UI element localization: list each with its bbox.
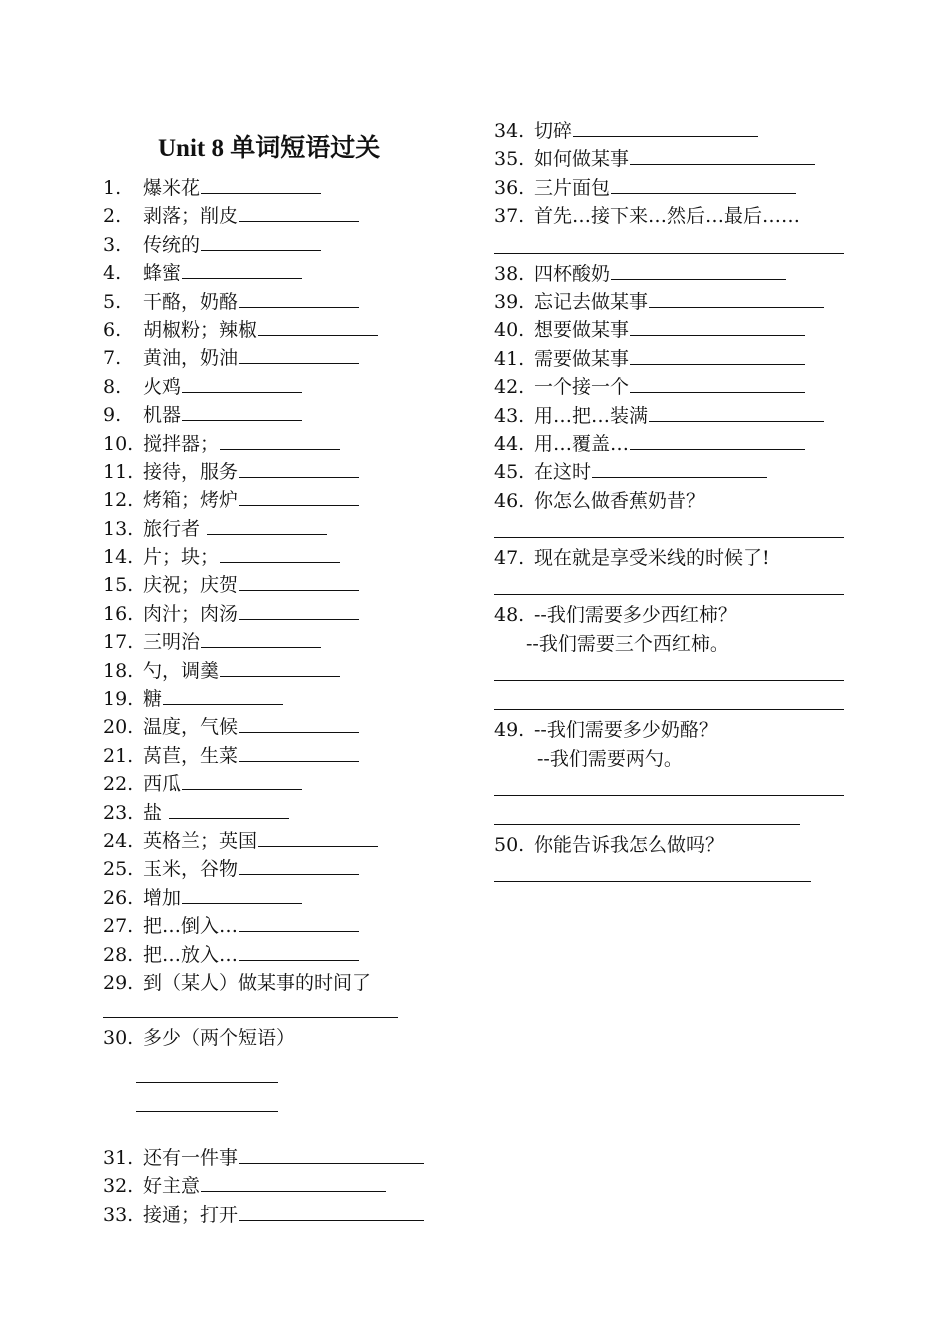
item-text: 接通；打开 <box>143 1203 239 1226</box>
vocab-item <box>103 174 448 202</box>
answer-blank[interactable] <box>239 486 359 506</box>
item-number: 10. <box>103 432 134 455</box>
item-text: 温度，气候 <box>143 716 239 739</box>
item-text: 片；块； <box>143 546 220 569</box>
answer-blank[interactable] <box>611 174 796 194</box>
question-30 <box>103 1024 448 1052</box>
answer-blank[interactable] <box>220 543 340 563</box>
item-number: 39. <box>494 290 525 313</box>
vocab-item <box>103 770 448 798</box>
item-text: 黄油，奶油 <box>143 347 239 370</box>
item-text: 旅行者 <box>143 517 207 540</box>
vocab-item <box>103 884 448 912</box>
item-number: 31. <box>103 1146 134 1169</box>
item-number: 7. <box>103 347 122 370</box>
item-number: 9. <box>103 404 122 427</box>
item-text: 蜂蜜 <box>143 262 182 285</box>
vocab-item <box>494 145 846 173</box>
item-number: 3. <box>103 233 122 256</box>
answer-blank[interactable] <box>239 600 359 620</box>
item-text: 把…放入… <box>143 943 239 966</box>
right-column <box>494 117 846 882</box>
item-number: 5. <box>103 290 122 313</box>
question-number: 49. <box>494 719 525 742</box>
answer-blank[interactable] <box>182 259 302 279</box>
question-text: 现在就是享受米线的时候了! <box>534 547 770 570</box>
question-text: 首先…接下来…然后…最后…… <box>534 205 801 228</box>
item-number: 19. <box>103 688 134 711</box>
vocab-item <box>103 1172 448 1200</box>
vocab-item <box>103 799 448 827</box>
item-text: 庆祝；庆贺 <box>143 574 239 597</box>
item-number: 22. <box>103 773 134 796</box>
vocab-item <box>103 231 448 259</box>
vocab-item <box>494 288 846 316</box>
question-number: 46. <box>494 489 525 512</box>
item-number: 33. <box>103 1203 134 1226</box>
answer-blank[interactable] <box>630 345 805 365</box>
item-number: 26. <box>103 886 134 909</box>
answer-blank[interactable] <box>169 799 289 819</box>
question-text: --我们需要多少奶酪？ <box>534 719 718 742</box>
vocab-item <box>103 316 448 344</box>
item-number: 20. <box>103 716 134 739</box>
item-text: 在这时 <box>534 461 592 484</box>
item-text: 想要做某事 <box>534 319 630 342</box>
vocab-item <box>103 259 448 287</box>
item-number: 40. <box>494 319 525 342</box>
vocab-item <box>494 402 846 430</box>
item-text: 接待，服务 <box>143 460 239 483</box>
answer-blank[interactable] <box>630 316 805 336</box>
item-text: 如何做某事 <box>534 148 630 171</box>
vocab-item <box>103 543 448 571</box>
answer-blank[interactable] <box>258 316 378 336</box>
question-text: 你能告诉我怎么做吗？ <box>534 834 725 857</box>
question-text: 多少（两个短语） <box>143 1027 296 1050</box>
item-number: 1. <box>103 177 122 199</box>
vocab-item <box>103 1201 448 1229</box>
item-text: 胡椒粉；辣椒 <box>143 318 258 341</box>
answer-blank[interactable] <box>592 458 767 478</box>
item-text: 西瓜 <box>143 773 182 796</box>
answer-blank[interactable] <box>239 571 359 591</box>
vocab-item <box>103 685 448 713</box>
vocab-item <box>494 316 846 344</box>
item-text: 用…覆盖… <box>534 432 630 455</box>
answer-blank[interactable] <box>207 515 327 535</box>
left-column <box>103 174 448 1229</box>
answer-blank[interactable] <box>182 770 302 790</box>
vocab-item <box>103 571 448 599</box>
item-number: 25. <box>103 858 134 881</box>
item-text: 把…倒入… <box>143 915 239 938</box>
vocab-item <box>494 458 846 486</box>
vocab-item <box>494 174 846 202</box>
item-number: 27. <box>103 915 134 938</box>
answer-blank[interactable] <box>182 884 302 904</box>
question-47 <box>494 544 846 572</box>
item-text: 勺，调羹 <box>143 659 220 682</box>
item-text: 三明治 <box>143 631 201 654</box>
item-text: 需要做某事 <box>534 347 630 370</box>
vocab-item <box>103 941 448 969</box>
answer-blank[interactable] <box>573 117 758 137</box>
vocab-item <box>494 345 846 373</box>
item-number: 43. <box>494 404 525 427</box>
item-number: 35. <box>494 148 525 171</box>
question-number: 48. <box>494 604 525 627</box>
item-text: 三片面包 <box>534 176 611 199</box>
vocab-list-left <box>103 174 448 969</box>
answer-blank[interactable] <box>239 742 359 762</box>
answer-line[interactable] <box>494 687 844 710</box>
item-text: 切碎 <box>534 120 573 142</box>
item-number: 23. <box>103 801 134 824</box>
vocab-list-right-top <box>494 117 846 202</box>
answer-line[interactable] <box>103 995 398 1018</box>
item-text: 机器 <box>143 404 182 427</box>
item-text: 肉汁；肉汤 <box>143 602 239 625</box>
answer-blank[interactable] <box>182 373 302 393</box>
answer-line[interactable] <box>494 658 844 681</box>
question-46 <box>494 487 846 515</box>
vocab-item <box>103 657 448 685</box>
answer-blank[interactable] <box>239 202 359 222</box>
item-text: 剥落；削皮 <box>143 205 239 228</box>
answer-blank[interactable] <box>201 231 321 251</box>
answer-blank[interactable] <box>239 288 359 308</box>
item-text: 玉米，谷物 <box>143 858 239 881</box>
question-number: 47. <box>494 547 525 570</box>
vocab-list-left-bottom <box>103 1144 448 1229</box>
item-number: 38. <box>494 262 525 285</box>
answer-blank[interactable] <box>630 373 805 393</box>
item-number: 12. <box>103 489 134 512</box>
item-text: 忘记去做某事 <box>534 290 649 313</box>
answer-blank[interactable] <box>239 855 359 875</box>
vocab-item <box>494 260 846 288</box>
item-text: 烤箱；烤炉 <box>143 489 239 512</box>
item-text: 一个接一个 <box>534 376 630 399</box>
question-number: 37. <box>494 205 525 228</box>
vocab-item <box>103 515 448 543</box>
answer-line[interactable] <box>494 572 844 595</box>
vocab-item <box>494 373 846 401</box>
item-number: 13. <box>103 517 134 540</box>
question-37 <box>494 202 846 230</box>
item-number: 8. <box>103 375 122 398</box>
item-text: 搅拌器； <box>143 432 220 455</box>
item-text: 糖 <box>143 688 163 711</box>
answer-blank[interactable] <box>258 827 378 847</box>
answer-line[interactable] <box>494 802 800 825</box>
answer-blank[interactable] <box>239 713 359 733</box>
vocab-item <box>103 827 448 855</box>
question-29 <box>103 969 448 997</box>
item-number: 11. <box>103 460 134 483</box>
item-text: 增加 <box>143 886 182 909</box>
answer-blank[interactable] <box>201 174 321 194</box>
answer-blank[interactable] <box>239 458 359 478</box>
item-number: 17. <box>103 631 134 654</box>
vocab-item <box>103 344 448 372</box>
answer-line[interactable] <box>494 859 811 882</box>
item-text: 好主意 <box>143 1175 201 1198</box>
item-number: 15. <box>103 574 134 597</box>
item-number: 45. <box>494 461 525 484</box>
item-number: 32. <box>103 1175 134 1198</box>
answer-blank[interactable] <box>220 657 340 677</box>
item-number: 28. <box>103 943 134 966</box>
vocab-item <box>103 373 448 401</box>
question-text: --我们需要多少西红柿？ <box>534 604 737 627</box>
answer-blank[interactable] <box>163 685 283 705</box>
vocab-item <box>103 912 448 940</box>
item-number: 42. <box>494 376 525 399</box>
answer-blank[interactable] <box>239 941 359 961</box>
vocab-item <box>103 486 448 514</box>
item-text: 莴苣，生菜 <box>143 744 239 767</box>
question-number: 29. <box>103 971 134 994</box>
vocab-item <box>103 288 448 316</box>
item-text: 盐 <box>143 801 169 824</box>
question-answer-text: --我们需要两勺。 <box>537 747 683 770</box>
item-number: 44. <box>494 432 525 455</box>
item-number: 21. <box>103 744 134 767</box>
vocab-item <box>103 600 448 628</box>
vocab-item <box>494 430 846 458</box>
item-number: 36. <box>494 176 525 199</box>
item-number: 18. <box>103 659 134 682</box>
answer-blank[interactable] <box>201 1172 386 1192</box>
item-text: 火鸡 <box>143 375 182 398</box>
answer-line[interactable] <box>494 231 844 254</box>
vocab-item <box>103 742 448 770</box>
vocab-item <box>103 855 448 883</box>
item-number: 2. <box>103 205 122 228</box>
item-number: 14. <box>103 546 134 569</box>
question-text: 你怎么做香蕉奶昔？ <box>534 489 706 512</box>
vocab-item <box>103 713 448 741</box>
item-number: 34. <box>494 120 525 142</box>
vocab-item <box>103 458 448 486</box>
item-text: 爆米花 <box>143 177 201 199</box>
answer-blank[interactable] <box>239 1144 424 1164</box>
item-number: 16. <box>103 602 134 625</box>
vocab-item <box>103 430 448 458</box>
item-text: 四杯酸奶 <box>534 262 611 285</box>
answer-blank[interactable] <box>630 145 815 165</box>
answer-blank[interactable] <box>239 1201 424 1221</box>
answer-blank[interactable] <box>239 344 359 364</box>
question-text: 到（某人）做某事的时间了 <box>143 971 372 994</box>
item-text: 传统的 <box>143 233 201 256</box>
question-50 <box>494 831 846 859</box>
vocab-list-right-mid <box>494 260 846 487</box>
item-number: 4. <box>103 262 122 285</box>
item-text: 英格兰；英国 <box>143 829 258 852</box>
vocab-item <box>494 117 846 145</box>
answer-blank[interactable] <box>182 401 302 421</box>
page-title: Unit 8 单词短语过关 <box>158 135 381 162</box>
question-49 <box>494 716 846 744</box>
item-text: 干酪，奶酪 <box>143 290 239 313</box>
question-48 <box>494 601 846 629</box>
answer-blank[interactable] <box>220 430 340 450</box>
answer-blank[interactable] <box>649 288 824 308</box>
answer-blank[interactable] <box>630 430 805 450</box>
answer-blank[interactable] <box>649 402 824 422</box>
item-number: 24. <box>103 829 134 852</box>
answer-blank[interactable] <box>239 912 359 932</box>
answer-line[interactable] <box>494 773 844 796</box>
vocab-item <box>103 1144 448 1172</box>
answer-blank[interactable] <box>201 628 321 648</box>
item-number: 41. <box>494 347 525 370</box>
question-number: 30. <box>103 1027 134 1050</box>
question-number: 50. <box>494 834 525 857</box>
item-number: 6. <box>103 318 122 341</box>
answer-blank[interactable] <box>611 260 786 280</box>
item-text: 用…把…装满 <box>534 404 649 427</box>
item-text: 还有一件事 <box>143 1146 239 1169</box>
vocab-item <box>103 628 448 656</box>
vocab-item <box>103 401 448 429</box>
vocab-item <box>103 202 448 230</box>
answer-line[interactable] <box>494 515 844 538</box>
question-answer-text: --我们需要三个西红柿。 <box>526 632 729 655</box>
